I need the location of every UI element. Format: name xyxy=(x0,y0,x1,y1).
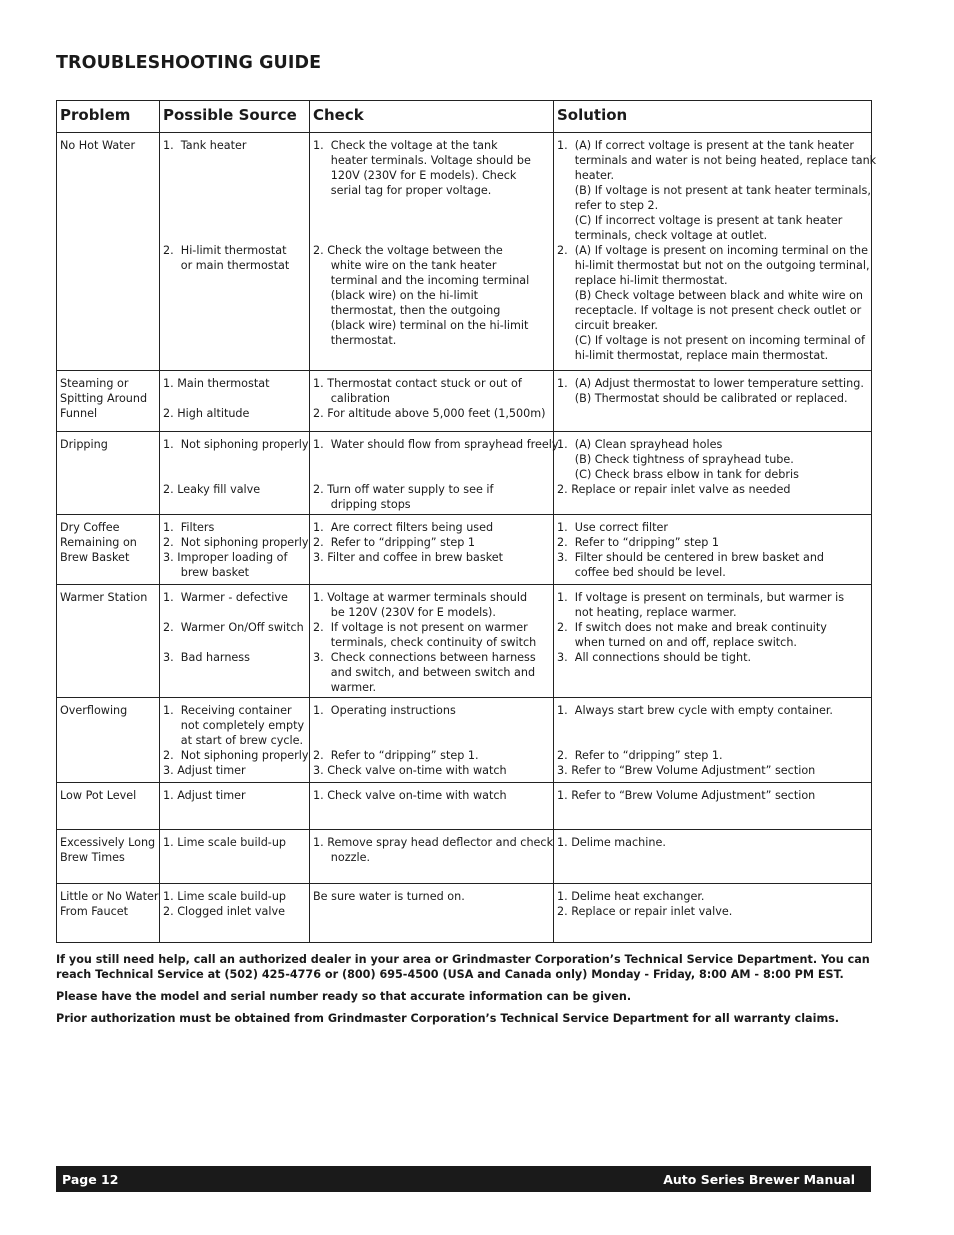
cell-line: warmer. xyxy=(313,681,377,694)
cell-line: (B) Thermostat should be calibrated or replaced. xyxy=(557,392,848,405)
check-cell xyxy=(310,432,559,515)
help-note: Prior authorization must be obtained from Grindmaster Corporation’s Technical Service Department for all warranty claims. xyxy=(56,1012,840,1025)
table-row xyxy=(57,783,872,830)
cell-line xyxy=(163,452,306,467)
cell-line: (C) If incorrect voltage is present at tank heater xyxy=(557,214,843,227)
cell-line: Brew Times xyxy=(60,851,125,864)
cell-line: 2. Check the voltage between the xyxy=(313,244,503,257)
cell-line: 2. Refer to “dripping” step 1 xyxy=(313,536,476,549)
table-row xyxy=(57,884,872,943)
solution-cell xyxy=(554,133,877,371)
cell-line: 1. Main thermostat xyxy=(163,377,270,390)
cell-line: 3. Improper loading of xyxy=(163,551,288,564)
cell-line: calibration xyxy=(313,392,390,405)
cell-line: and switch, and between switch and xyxy=(313,666,536,679)
cell-line: 2. Refer to “dripping” step 1 xyxy=(557,536,720,549)
cell-line: No Hot Water xyxy=(60,139,136,152)
table-row xyxy=(57,133,872,371)
cell-line: Remaining on xyxy=(60,536,137,549)
cell-line: not heating, replace warmer. xyxy=(557,606,737,619)
problem-cell xyxy=(57,371,160,432)
cell-line: (C) Check brass elbow in tank for debris xyxy=(557,468,799,481)
cell-line: (C) If voltage is not present on incoming terminal of xyxy=(557,334,865,347)
table-row xyxy=(57,515,872,585)
table-row xyxy=(57,371,872,432)
cell-line xyxy=(163,213,306,228)
cell-line: 1. Receiving container xyxy=(163,704,292,717)
cell-line xyxy=(557,718,868,733)
cell-line: 2. For altitude above 5,000 feet (1,500m) xyxy=(313,407,546,420)
cell-line: 1. Thermostat contact stuck or out of xyxy=(313,377,522,390)
cell-line xyxy=(313,213,550,228)
cell-line: 1. Delime machine. xyxy=(557,836,666,849)
page-footer xyxy=(56,1166,871,1192)
header-check: Check xyxy=(310,101,554,133)
cell-line xyxy=(313,452,550,467)
cell-line: hi-limit thermostat, replace main thermostat. xyxy=(557,349,829,362)
solution-cell xyxy=(554,432,872,515)
cell-line: 1. Adjust timer xyxy=(163,789,246,802)
cell-line: 1. Are correct filters being used xyxy=(313,521,494,534)
header-problem: Problem xyxy=(57,101,160,133)
cell-line: 120V (230V for E models). Check xyxy=(313,169,517,182)
source-cell xyxy=(160,585,310,698)
solution-cell xyxy=(554,371,872,432)
cell-line: Warmer Station xyxy=(60,591,148,604)
page-title: TROUBLESHOOTING GUIDE xyxy=(56,53,322,73)
source-cell xyxy=(160,698,310,783)
cell-line: not completely empty xyxy=(163,719,305,732)
cell-line: 1. Tank heater xyxy=(163,139,247,152)
cell-line: 2. Turn off water supply to see if xyxy=(313,483,494,496)
help-notes xyxy=(56,952,871,1033)
table-row xyxy=(57,585,872,698)
cell-line: terminals, check continuity of switch xyxy=(313,636,537,649)
source-cell xyxy=(160,371,310,432)
cell-line: refer to step 2. xyxy=(557,199,659,212)
cell-line xyxy=(313,718,550,733)
cell-line: (B) Check voltage between black and white wire on xyxy=(557,289,864,302)
cell-line: 1. Voltage at warmer terminals should xyxy=(313,591,528,604)
cell-line: hi-limit thermostat but not on the outgoing terminal, xyxy=(557,259,870,272)
problem-cell xyxy=(57,783,160,830)
cell-line: Brew Basket xyxy=(60,551,130,564)
cell-line: Dripping xyxy=(60,438,108,451)
cell-line: heater. xyxy=(557,169,615,182)
problem-cell xyxy=(57,698,160,783)
cell-line xyxy=(557,733,868,748)
cell-line: 1. (A) Clean sprayhead holes xyxy=(557,438,723,451)
cell-line: 1. Delime heat exchanger. xyxy=(557,890,705,903)
cell-line: Overflowing xyxy=(60,704,128,717)
solution-cell xyxy=(554,830,872,884)
cell-line: 2. Replace or repair inlet valve. xyxy=(557,905,733,918)
cell-line xyxy=(313,733,550,748)
cell-line: serial tag for proper voltage. xyxy=(313,184,492,197)
cell-line: 1. Refer to “Brew Volume Adjustment” section xyxy=(557,789,816,802)
troubleshooting-table xyxy=(56,100,877,943)
problem-cell xyxy=(57,585,160,698)
cell-line xyxy=(163,183,306,198)
cell-line: 2. Not siphoning properly xyxy=(163,749,309,762)
cell-line xyxy=(313,228,550,243)
cell-line: 3. Filter should be centered in brew basket and xyxy=(557,551,825,564)
cell-line: 1. (A) Adjust thermostat to lower temperature setting. xyxy=(557,377,864,390)
table-header-row xyxy=(57,101,872,133)
table-row xyxy=(57,830,872,884)
solution-cell xyxy=(554,884,872,943)
manual-title: Auto Series Brewer Manual xyxy=(663,1171,855,1187)
cell-line: 2. Clogged inlet valve xyxy=(163,905,285,918)
cell-line: Spitting Around xyxy=(60,392,148,405)
cell-line: (B) If voltage is not present at tank heater terminals, xyxy=(557,184,871,197)
cell-line xyxy=(313,467,550,482)
solution-cell xyxy=(554,515,872,585)
cell-line: thermostat. xyxy=(313,334,397,347)
cell-line: Steaming or xyxy=(60,377,129,390)
cell-line: 3. Bad harness xyxy=(163,651,250,664)
header-solution: Solution xyxy=(554,101,872,133)
cell-line xyxy=(163,635,306,650)
table-row xyxy=(57,432,872,515)
cell-line: heater terminals. Voltage should be xyxy=(313,154,531,167)
cell-line: 2. If voltage is not present on warmer xyxy=(313,621,528,634)
problem-cell xyxy=(57,830,160,884)
source-cell xyxy=(160,830,310,884)
cell-line: coffee bed should be level. xyxy=(557,566,726,579)
cell-line: 1. Use correct filter xyxy=(557,521,668,534)
cell-line: 2. Leaky fill valve xyxy=(163,483,261,496)
cell-line: 1. Water should flow from sprayhead freely xyxy=(313,438,559,451)
cell-line: terminal and the incoming terminal xyxy=(313,274,530,287)
cell-line: dripping stops xyxy=(313,498,411,511)
cell-line: 1. If voltage is present on terminals, but warmer is xyxy=(557,591,845,604)
cell-line xyxy=(163,467,306,482)
cell-line: 3. Filter and coffee in brew basket xyxy=(313,551,504,564)
cell-line: or main thermostat xyxy=(163,259,290,272)
cell-line: at start of brew cycle. xyxy=(163,734,304,747)
cell-line: 1. (A) If correct voltage is present at the tank heater xyxy=(557,139,854,152)
problem-cell xyxy=(57,133,160,371)
cell-line: 1. Always start brew cycle with empty container. xyxy=(557,704,833,717)
solution-cell xyxy=(554,783,872,830)
solution-cell xyxy=(554,585,872,698)
cell-line: 3. Check valve on-time with watch xyxy=(313,764,507,777)
solution-cell xyxy=(554,698,872,783)
cell-line: 2. Refer to “dripping” step 1. xyxy=(313,749,479,762)
cell-line: (black wire) on the hi-limit xyxy=(313,289,479,302)
cell-line: Low Pot Level xyxy=(60,789,137,802)
cell-line: 3. Adjust timer xyxy=(163,764,246,777)
cell-line: replace hi-limit thermostat. xyxy=(557,274,728,287)
table-row xyxy=(57,698,872,783)
cell-line xyxy=(163,391,306,406)
cell-line: 1. Warmer - defective xyxy=(163,591,288,604)
cell-line: circuit breaker. xyxy=(557,319,658,332)
cell-line xyxy=(313,198,550,213)
cell-line: Be sure water is turned on. xyxy=(313,890,465,903)
cell-line: 1. Operating instructions xyxy=(313,704,456,717)
cell-line: (B) Check tightness of sprayhead tube. xyxy=(557,453,794,466)
cell-line: Little or No Water xyxy=(60,890,159,903)
cell-line: (black wire) terminal on the hi-limit xyxy=(313,319,529,332)
cell-line: 2. (A) If voltage is present on incoming terminal on the xyxy=(557,244,869,257)
cell-line: receptacle. If voltage is not present check outlet or xyxy=(557,304,862,317)
check-cell xyxy=(310,515,554,585)
cell-line: 2. If switch does not make and break continuity xyxy=(557,621,827,634)
cell-line: 3. Refer to “Brew Volume Adjustment” section xyxy=(557,764,816,777)
cell-line xyxy=(163,198,306,213)
cell-line xyxy=(163,168,306,183)
cell-line: 2. Refer to “dripping” step 1. xyxy=(557,749,723,762)
check-cell xyxy=(310,783,554,830)
check-cell xyxy=(310,585,554,698)
cell-line: 2. Not siphoning properly xyxy=(163,536,309,549)
source-cell xyxy=(160,884,310,943)
check-cell xyxy=(310,884,554,943)
problem-cell xyxy=(57,884,160,943)
cell-line: Dry Coffee xyxy=(60,521,120,534)
cell-line: From Faucet xyxy=(60,905,129,918)
cell-line: 2. Hi-limit thermostat xyxy=(163,244,287,257)
problem-cell xyxy=(57,432,160,515)
check-cell xyxy=(310,133,554,371)
cell-line: 2. Warmer On/Off switch xyxy=(163,621,304,634)
cell-line: 2. High altitude xyxy=(163,407,250,420)
cell-line: 1. Remove spray head deflector and check xyxy=(313,836,554,849)
cell-line: terminals, check voltage at outlet. xyxy=(557,229,768,242)
cell-line: white wire on the tank heater xyxy=(313,259,497,272)
cell-line xyxy=(163,605,306,620)
help-note: Please have the model and serial number ready so that accurate information can be given. xyxy=(56,990,632,1003)
cell-line: 1. Lime scale build-up xyxy=(163,836,287,849)
check-cell xyxy=(310,830,554,884)
cell-line: Excessively Long xyxy=(60,836,156,849)
cell-line: 2. Replace or repair inlet valve as needed xyxy=(557,483,791,496)
source-cell xyxy=(160,432,310,515)
cell-line: when turned on and off, replace switch. xyxy=(557,636,797,649)
cell-line xyxy=(163,228,306,243)
source-cell xyxy=(160,783,310,830)
header-possible-source: Possible Source xyxy=(160,101,310,133)
cell-line: Funnel xyxy=(60,407,98,420)
cell-line xyxy=(163,153,306,168)
cell-line: 1. Check valve on-time with watch xyxy=(313,789,507,802)
page-number: Page 12 xyxy=(62,1171,119,1187)
check-cell xyxy=(310,371,554,432)
cell-line: terminals and water is not being heated, replace tank xyxy=(557,154,877,167)
cell-line: nozzle. xyxy=(313,851,371,864)
problem-cell xyxy=(57,515,160,585)
cell-line: 1. Lime scale build-up xyxy=(163,890,287,903)
source-cell xyxy=(160,515,310,585)
help-note: If you still need help, call an authorized dealer in your area or Grindmaster Corporation’s Technical Service Department. You can reach Technical Service at (502) 425-4776 or (800) 695-4500 (USA and Canada only) Monday - Friday, 8:00 AM - 8:00 PM EST. xyxy=(56,953,870,981)
cell-line: thermostat, then the outgoing xyxy=(313,304,501,317)
cell-line: 1. Check the voltage at the tank xyxy=(313,139,498,152)
cell-line: brew basket xyxy=(163,566,249,579)
cell-line: 3. Check connections between harness xyxy=(313,651,536,664)
cell-line: 1. Filters xyxy=(163,521,215,534)
source-cell xyxy=(160,133,310,371)
check-cell xyxy=(310,698,554,783)
cell-line: be 120V (230V for E models). xyxy=(313,606,496,619)
cell-line: 3. All connections should be tight. xyxy=(557,651,752,664)
cell-line: 1. Not siphoning properly xyxy=(163,438,309,451)
